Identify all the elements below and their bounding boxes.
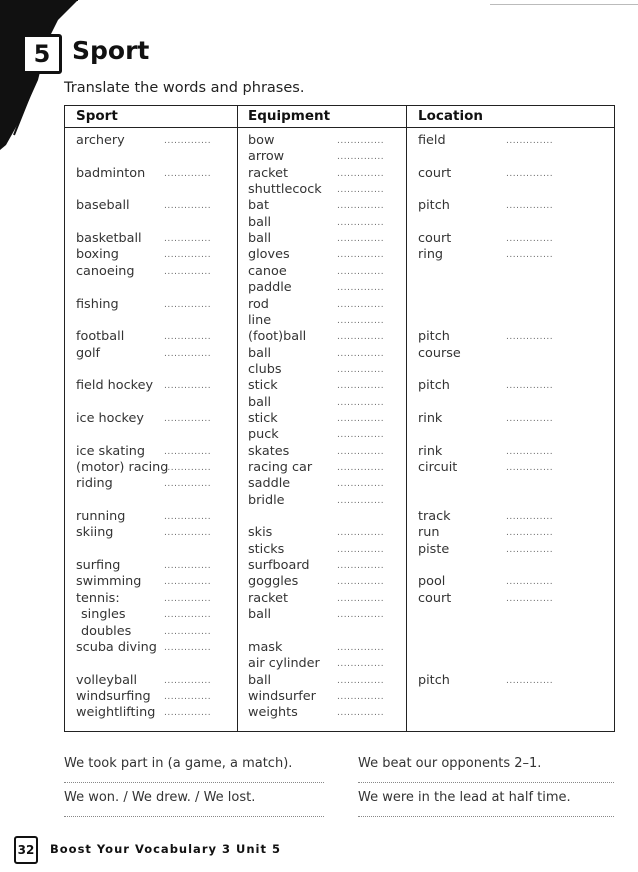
equipment-answer-blank[interactable]: .............. — [337, 250, 385, 261]
equipment-term: windsurfer — [248, 688, 316, 704]
location-term: court — [418, 165, 452, 181]
sport-answer-blank[interactable]: .............. — [164, 675, 212, 686]
sport-answer-blank[interactable]: .............. — [164, 593, 212, 604]
phrase-4: We were in the lead at half time. — [358, 790, 571, 805]
sport-term: basketball — [76, 231, 142, 247]
equipment-answer-blank[interactable]: .............. — [337, 201, 385, 212]
equipment-answer-blank[interactable]: .............. — [337, 234, 385, 245]
sport-answer-blank[interactable]: .............. — [164, 610, 212, 621]
answer-line[interactable] — [358, 782, 614, 784]
equipment-answer-blank[interactable]: .............. — [337, 136, 385, 146]
sport-term: boxing — [76, 247, 119, 263]
location-answer-blank[interactable]: .............. — [506, 512, 554, 523]
equipment-term: ball — [248, 345, 272, 361]
sport-answer-blank[interactable]: .............. — [164, 463, 212, 473]
equipment-answer-blank[interactable]: .............. — [337, 691, 385, 702]
equipment-term: canoe — [248, 263, 287, 279]
equipment-answer-blank[interactable]: .............. — [337, 659, 385, 670]
equipment-answer-blank[interactable]: .............. — [337, 364, 385, 375]
sport-term: badminton — [76, 165, 146, 181]
equipment-term: ball — [248, 231, 272, 247]
sport-term: field hockey — [76, 378, 154, 394]
equipment-answer-blank[interactable]: .............. — [337, 185, 385, 196]
equipment-term: ball — [248, 672, 272, 688]
equipment-answer-blank[interactable]: .............. — [337, 168, 385, 179]
location-answer-blank[interactable]: .............. — [506, 234, 554, 245]
sport-term: windsurfing — [76, 688, 151, 704]
page-title: Sport — [72, 36, 150, 65]
sport-term: surfing — [76, 558, 121, 574]
sport-answer-blank[interactable]: .............. — [164, 691, 212, 702]
equipment-term: racket — [248, 590, 288, 606]
location-term: court — [418, 590, 452, 606]
location-term: course — [418, 345, 461, 361]
equipment-term: stick — [248, 378, 278, 394]
equipment-answer-blank[interactable]: .............. — [337, 528, 385, 539]
equipment-term: racket — [248, 165, 288, 181]
location-answer-blank[interactable]: .............. — [506, 136, 554, 146]
sport-term: golf — [76, 345, 101, 361]
sport-answer-blank[interactable]: .............. — [164, 626, 212, 637]
equipment-term: ball — [248, 394, 272, 410]
unit-number: 5 — [22, 34, 62, 74]
equipment-answer-blank[interactable]: .............. — [337, 463, 385, 473]
equipment-term: mask — [248, 639, 283, 655]
equipment-term: shuttlecock — [248, 182, 322, 198]
sport-answer-blank[interactable]: .............. — [164, 250, 212, 261]
sport-term: (motor) racing — [76, 460, 169, 475]
sport-answer-blank[interactable]: .............. — [164, 136, 212, 146]
equipment-answer-blank[interactable]: .............. — [337, 495, 385, 506]
equipment-answer-blank[interactable]: .............. — [337, 283, 385, 294]
sport-term: riding — [76, 476, 113, 492]
header-equipment: Equipment — [248, 108, 331, 124]
equipment-term: skates — [248, 443, 290, 459]
location-answer-blank[interactable]: .............. — [506, 593, 554, 604]
header-location: Location — [418, 108, 483, 124]
sport-term: baseball — [76, 198, 130, 214]
equipment-term: (foot)ball — [248, 329, 307, 345]
sport-answer-blank[interactable]: .............. — [164, 528, 212, 539]
equipment-term: ball — [248, 607, 272, 623]
location-answer-blank[interactable]: .............. — [506, 675, 554, 686]
equipment-answer-blank[interactable]: .............. — [337, 561, 385, 572]
location-term: circuit — [418, 460, 458, 475]
top-rule — [490, 4, 638, 5]
location-answer-blank[interactable]: .............. — [506, 381, 554, 392]
equipment-term: racing car — [248, 460, 313, 475]
phrase-2: We beat our opponents 2–1. — [358, 756, 542, 771]
equipment-term: bow — [248, 133, 275, 148]
location-term: piste — [418, 541, 450, 557]
equipment-term: sticks — [248, 541, 285, 557]
header-sport: Sport — [76, 108, 118, 124]
equipment-term: ball — [248, 214, 272, 230]
location-term: field — [418, 133, 446, 148]
equipment-answer-blank[interactable]: .............. — [337, 266, 385, 277]
sport-answer-blank[interactable]: .............. — [164, 299, 212, 310]
sport-term: scuba diving — [76, 639, 157, 655]
equipment-answer-blank[interactable]: .............. — [337, 397, 385, 408]
column-divider — [237, 106, 238, 731]
location-term: pitch — [418, 672, 450, 688]
sport-term: doubles — [81, 623, 132, 639]
equipment-term: bridle — [248, 492, 285, 508]
sport-answer-blank[interactable]: .............. — [164, 266, 212, 277]
location-term: court — [418, 231, 452, 247]
answer-line[interactable] — [64, 782, 324, 784]
equipment-answer-blank[interactable]: .............. — [337, 332, 385, 343]
equipment-answer-blank[interactable]: .............. — [337, 675, 385, 686]
sport-answer-blank[interactable]: .............. — [164, 561, 212, 572]
equipment-answer-blank[interactable]: .............. — [337, 708, 385, 719]
equipment-answer-blank[interactable]: .............. — [337, 610, 385, 621]
phrase-1: We took part in (a game, a match). — [64, 756, 293, 771]
equipment-answer-blank[interactable]: .............. — [337, 446, 385, 457]
equipment-term: goggles — [248, 574, 299, 590]
answer-line[interactable] — [358, 816, 614, 818]
sport-term: swimming — [76, 574, 142, 590]
equipment-answer-blank[interactable]: .............. — [337, 381, 385, 392]
equipment-answer-blank[interactable]: .............. — [337, 479, 385, 490]
equipment-answer-blank[interactable]: .............. — [337, 413, 385, 424]
location-answer-blank[interactable]: .............. — [506, 250, 554, 261]
equipment-term: clubs — [248, 361, 282, 377]
equipment-answer-blank[interactable]: .............. — [337, 299, 385, 310]
location-answer-blank[interactable]: .............. — [506, 446, 554, 457]
sport-term: ice skating — [76, 443, 146, 459]
equipment-answer-blank[interactable]: .............. — [337, 544, 385, 555]
equipment-term: weights — [248, 705, 298, 721]
location-answer-blank[interactable]: .............. — [506, 528, 554, 539]
equipment-answer-blank[interactable]: .............. — [337, 642, 385, 653]
header-rule — [65, 127, 614, 128]
sport-answer-blank[interactable]: .............. — [164, 413, 212, 424]
location-term: pool — [418, 574, 446, 590]
equipment-term: gloves — [248, 247, 290, 263]
location-answer-blank[interactable]: .............. — [506, 168, 554, 179]
sport-answer-blank[interactable]: .............. — [164, 381, 212, 392]
equipment-answer-blank[interactable]: .............. — [337, 217, 385, 228]
footer-text: Boost Your Vocabulary 3 Unit 5 — [50, 842, 281, 856]
location-term: ring — [418, 247, 444, 263]
equipment-answer-blank[interactable]: .............. — [337, 315, 385, 326]
equipment-term: puck — [248, 427, 279, 443]
sport-answer-blank[interactable]: .............. — [164, 201, 212, 212]
page-number: 32 — [14, 836, 38, 864]
location-term: pitch — [418, 378, 450, 394]
location-term: pitch — [418, 198, 450, 214]
sport-answer-blank[interactable]: .............. — [164, 479, 212, 490]
equipment-answer-blank[interactable]: .............. — [337, 577, 385, 588]
sport-term: tennis: — [76, 590, 120, 606]
location-answer-blank[interactable]: .............. — [506, 463, 554, 473]
column-divider — [406, 106, 407, 731]
sport-term: archery — [76, 133, 125, 148]
equipment-term: arrow — [248, 149, 285, 165]
equipment-term: line — [248, 312, 272, 328]
location-answer-blank[interactable]: .............. — [506, 413, 554, 424]
location-answer-blank[interactable]: .............. — [506, 332, 554, 343]
equipment-term: stick — [248, 410, 278, 426]
phrase-3: We won. / We drew. / We lost. — [64, 790, 256, 805]
sport-answer-blank[interactable]: .............. — [164, 708, 212, 719]
equipment-term: bat — [248, 198, 269, 214]
sport-answer-blank[interactable]: .............. — [164, 234, 212, 245]
sport-term: weightlifting — [76, 705, 156, 721]
sport-answer-blank[interactable]: .............. — [164, 332, 212, 343]
sport-term: singles — [81, 607, 126, 623]
sport-term: volleyball — [76, 672, 138, 688]
sport-answer-blank[interactable]: .............. — [164, 577, 212, 588]
equipment-term: skis — [248, 525, 273, 541]
vocabulary-table — [64, 105, 615, 732]
equipment-term: surfboard — [248, 558, 310, 574]
equipment-answer-blank[interactable]: .............. — [337, 430, 385, 441]
sport-term: football — [76, 329, 125, 345]
equipment-term: saddle — [248, 476, 291, 492]
location-term: rink — [418, 410, 443, 426]
sport-term: ice hockey — [76, 410, 144, 426]
equipment-answer-blank[interactable]: .............. — [337, 593, 385, 604]
equipment-answer-blank[interactable]: .............. — [337, 152, 385, 163]
equipment-term: rod — [248, 296, 269, 312]
answer-line[interactable] — [64, 816, 324, 818]
location-term: pitch — [418, 329, 450, 345]
sport-answer-blank[interactable]: .............. — [164, 446, 212, 457]
equipment-term: paddle — [248, 280, 292, 296]
location-term: run — [418, 525, 440, 541]
sport-answer-blank[interactable]: .............. — [164, 512, 212, 523]
location-term: track — [418, 509, 451, 525]
equipment-term: air cylinder — [248, 656, 320, 672]
equipment-answer-blank[interactable]: .............. — [337, 348, 385, 359]
sport-answer-blank[interactable]: .............. — [164, 168, 212, 179]
location-term: rink — [418, 443, 443, 459]
sport-term: skiing — [76, 525, 114, 541]
location-answer-blank[interactable]: .............. — [506, 201, 554, 212]
sport-term: fishing — [76, 296, 119, 312]
sport-term: canoeing — [76, 263, 135, 279]
sport-term: running — [76, 509, 126, 525]
location-answer-blank[interactable]: .............. — [506, 544, 554, 555]
instruction: Translate the words and phrases. — [64, 80, 305, 96]
sport-answer-blank[interactable]: .............. — [164, 642, 212, 653]
location-answer-blank[interactable]: .............. — [506, 577, 554, 588]
sport-answer-blank[interactable]: .............. — [164, 348, 212, 359]
